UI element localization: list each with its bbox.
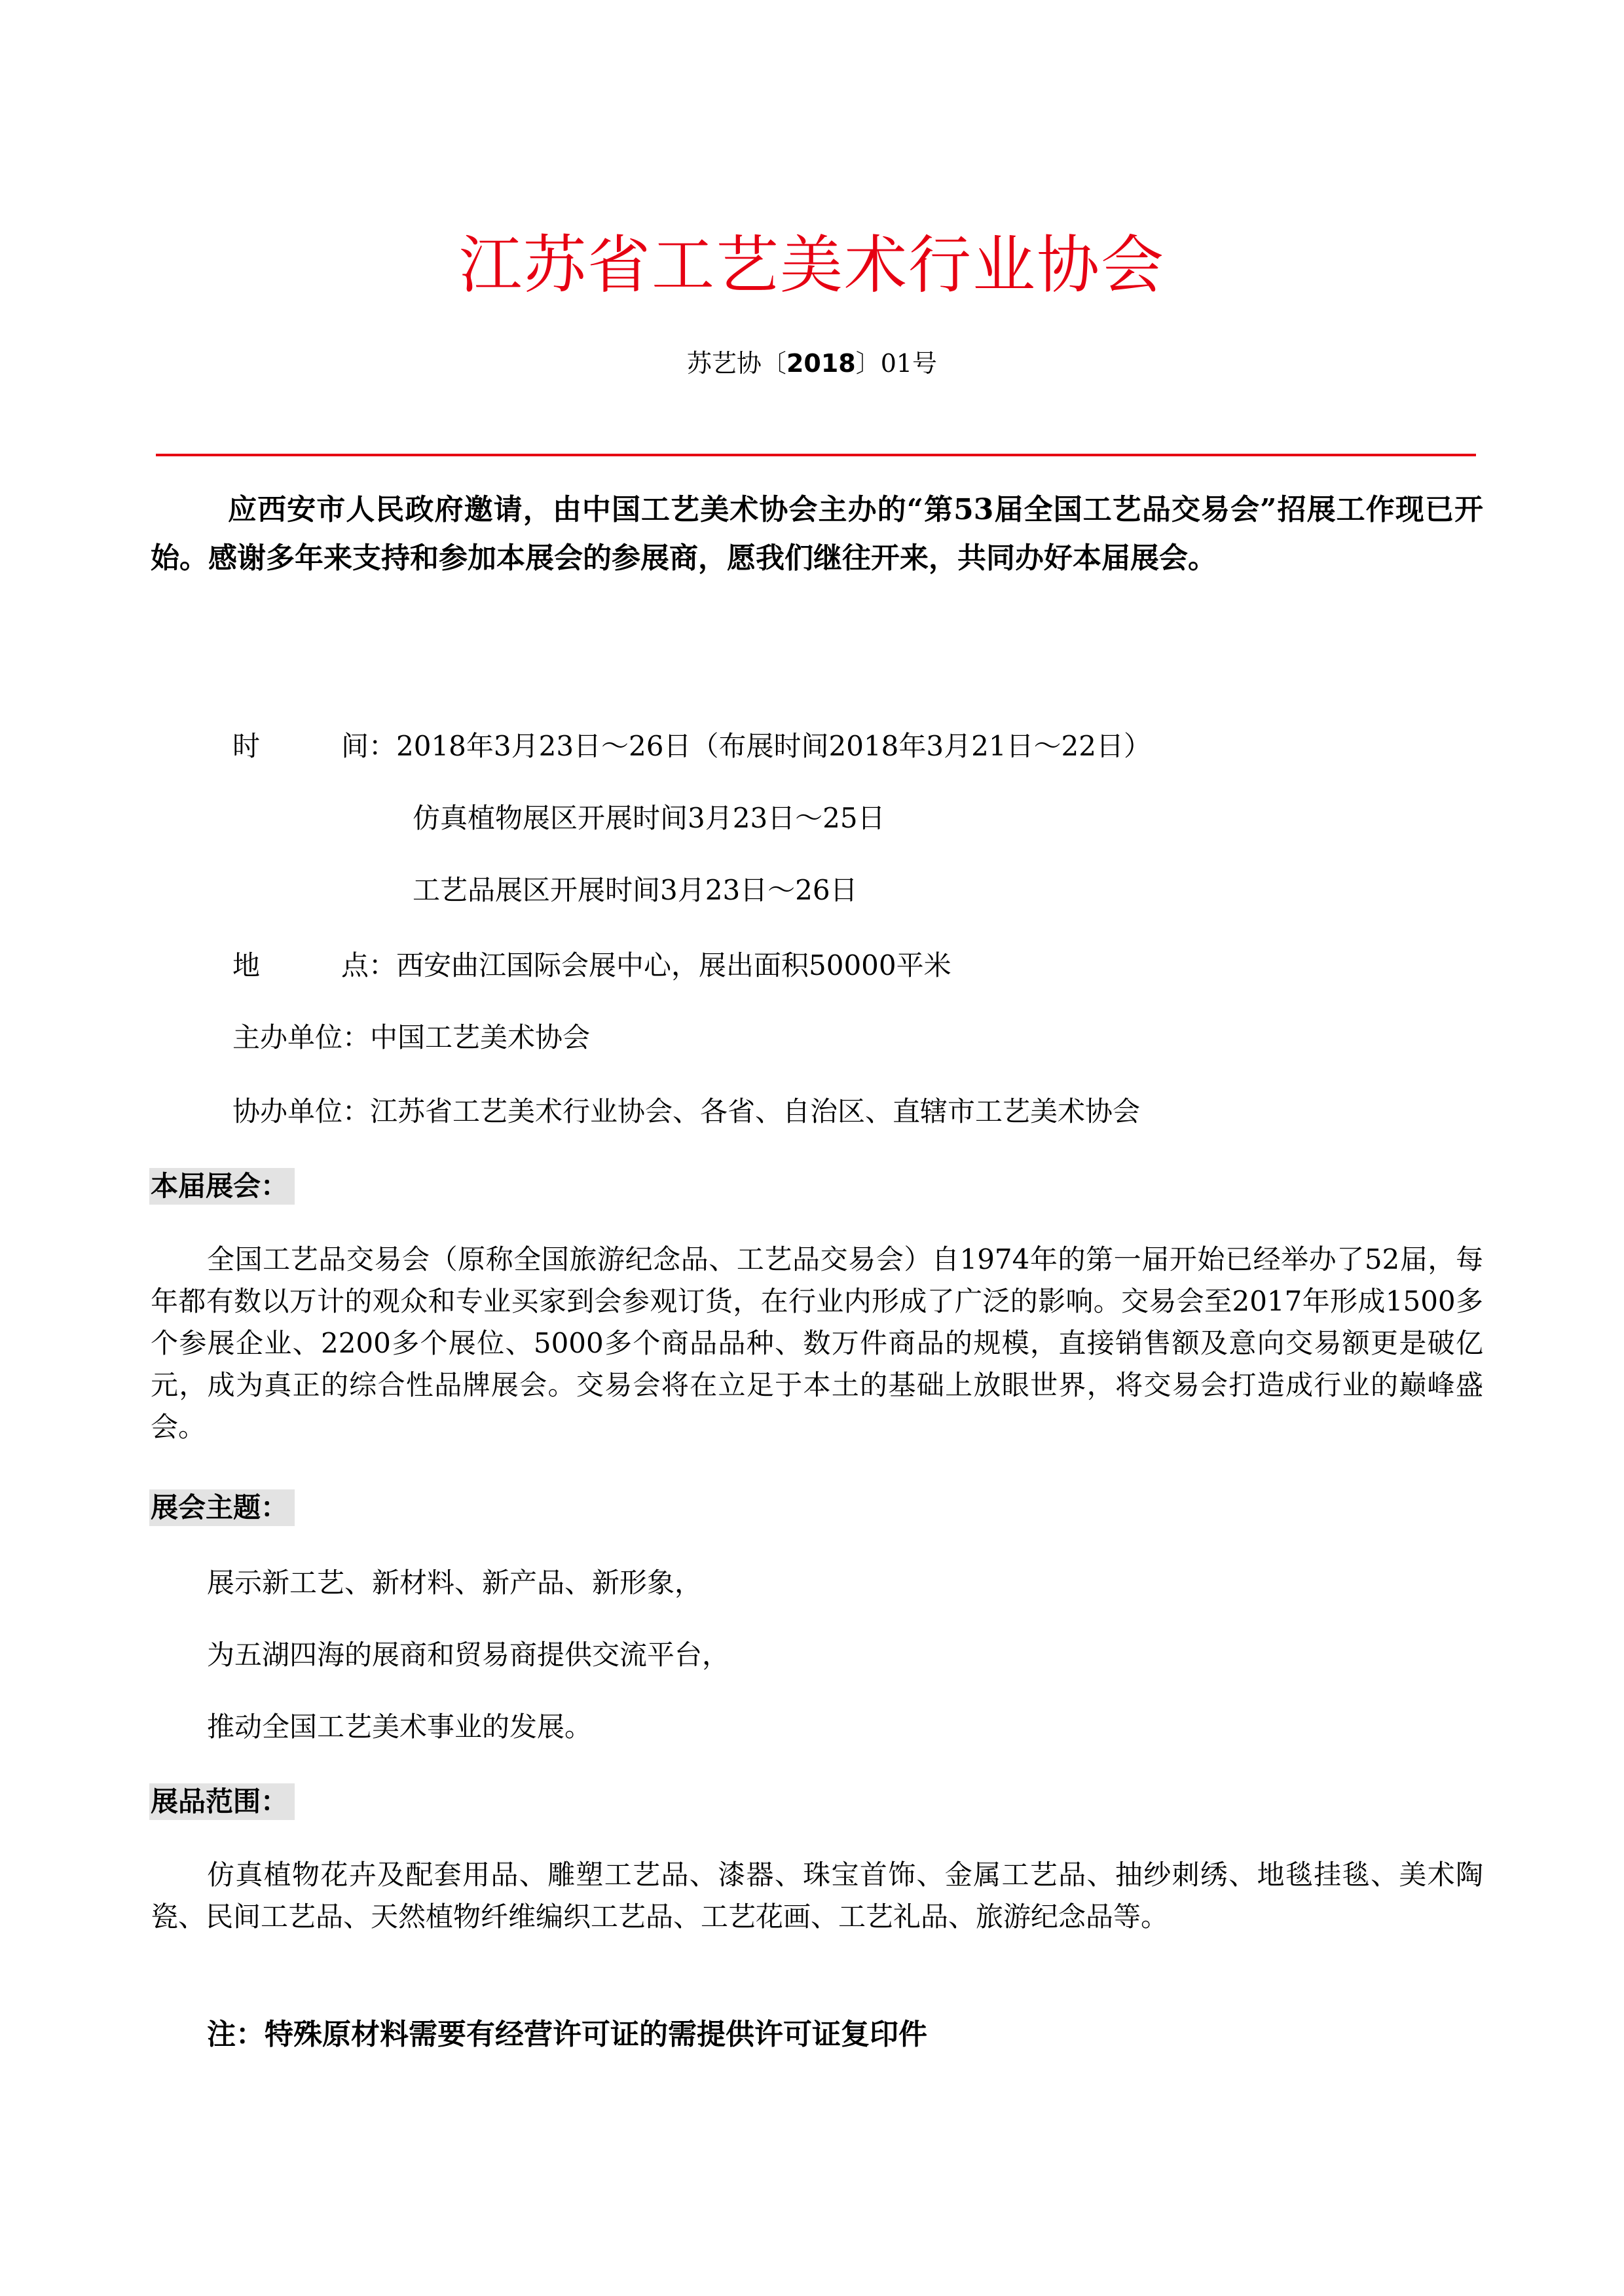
time-label [232,727,396,766]
time-row [232,727,1151,766]
place-label [232,946,396,985]
time-extra-row-2: 工艺品展区开展时间3月23日～26日 [413,874,858,906]
place-row [232,946,951,985]
co-organizer-value: 江苏省工艺美术行业协会、各省、自治区、直辖市工艺美术协会 [370,1095,1141,1127]
co-organizer-row [232,1092,1140,1131]
note-text: 注：特殊原材料需要有经营许可证的需提供许可证复印件 [207,2018,927,2051]
document-title: 江苏省工艺美术行业协会 [459,228,1165,302]
scope-heading: 展品范围： [149,1783,295,1820]
place-label-char-1: 地 [232,949,261,981]
time-label-char-1: 时 [232,730,261,762]
host-label: 主办单位： [232,1021,371,1053]
red-divider-line [156,454,1476,456]
place-label-char-2: 点： [341,949,396,981]
theme-line-2: 为五湖四海的展商和贸易商提供交流平台， [207,1639,730,1671]
time-value: 2018年3月23日～26日（布展时间2018年3月21日～22日） [396,730,1151,762]
theme-line-1: 展示新工艺、新材料、新产品、新形象， [207,1567,703,1599]
time-label-char-2: 间： [341,730,396,762]
scope-paragraph: 仿真植物花卉及配套用品、雕塑工艺品、漆器、珠宝首饰、金属工艺品、抽纱刺绣、地毯挂毯、美术陶瓷、民间工艺品、天然植物纤维编织工艺品、工艺花画、工艺礼品、旅游纪念品等。 [151,1859,1483,1933]
host-row [232,1018,590,1057]
theme-heading: 展会主题： [149,1489,295,1526]
document-number-year: 2018 [786,349,856,378]
time-extra-row-1: 仿真植物展区开展时间3月23日～25日 [413,802,885,834]
about-heading: 本届展会： [149,1168,295,1205]
document-number-prefix: 苏艺协〔 [686,349,786,378]
place-value: 西安曲江国际会展中心，展出面积50000平米 [396,949,951,981]
intro-paragraph: 应西安市人民政府邀请，由中国工艺美术协会主办的“第53届全国工艺品交易会”招展工作现已开始。感谢多年来支持和参加本展会的参展商，愿我们继往开来，共同办好本届展会。 [151,493,1483,575]
document-number [0,345,1624,382]
document-number-suffix: 〕01号 [855,349,938,378]
theme-line-3: 推动全国工艺美术事业的发展。 [207,1711,593,1743]
about-paragraph: 全国工艺品交易会（原称全国旅游纪念品、工艺品交易会）自1974年的第一届开始已经举办了52届，每年都有数以万计的观众和专业买家到会参观订货，在行业内形成了广泛的影响。交易会至2017年形成1500多个参展企业、2200多个展位、5000多个商品品种、数万件商品的规模，直接销售额及意向交易额更是破亿元，成为真正的综合性品牌展会。交易会将在立足于本土的基础上放眼世界，将交易会打造成行业的巅峰盛会。 [151,1243,1483,1443]
host-value: 中国工艺美术协会 [370,1021,591,1053]
co-organizer-label: 协办单位： [232,1095,371,1127]
